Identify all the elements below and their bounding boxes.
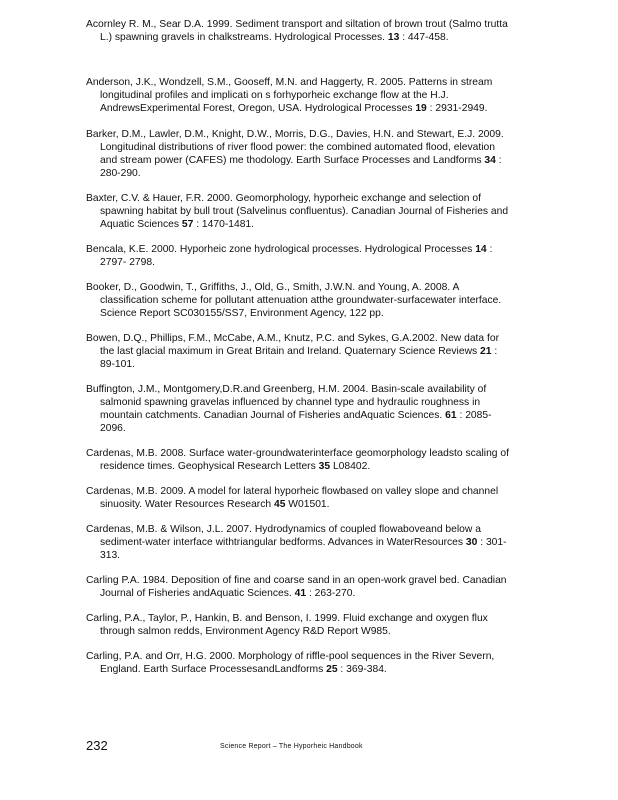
page-number: 232 (86, 738, 108, 753)
reference-entry: Cardenas, M.B. 2008. Surface water-groundwaterinterface geomorphology leadsto scaling of residence times. Geophysical Research Letters 35 L08402. (86, 448, 509, 472)
reference-entry: Bencala, K.E. 2000. Hyporheic zone hydrological processes. Hydrological Processes 14 : 2797- 2798. (86, 244, 493, 268)
reference-entry: Carling, P.A. and Orr, H.G. 2000. Morphology of riffle-pool sequences in the River Severn, England. Earth Surface ProcessesandLandforms 25 : 369-384. (86, 651, 495, 675)
reference-entry: Carling P.A. 1984. Deposition of fine and coarse sand in an open-work gravel bed. Canadian Journal of Fisheries andAquatic Sciences. 41 : 263-270. (86, 575, 507, 599)
reference-entry: Buffington, J.M., Montgomery,D.R.and Greenberg, H.M. 2004. Basin-scale availability of salmonid spawning gravelas influenced by channel type and hydraulic roughness in mountain catchments. Canadian Journal of Fisheries andAquatic Sciences. 61 : 2085-2096. (86, 384, 492, 434)
reference-entry: Booker, D., Goodwin, T., Griffiths, J., Old, G., Smith, J.W.N. and Young, A. 2008. A classification scheme for pollutant attenuation atthe groundwater-surfacewater interface. Science Report SC030155/SS7, Environment Agency, 122 pp. (86, 282, 502, 319)
reference-entry: Cardenas, M.B. 2009. A model for lateral hyporheic flowbased on valley slope and channel sinuosity. Water Resources Research 45 W01501. (86, 486, 499, 510)
reference-list (86, 18, 514, 688)
reference-entry: Anderson, J.K., Wondzell, S.M., Gooseff, M.N. and Haggerty, R. 2005. Patterns in stream longitudinal profiles and implicati on s forhyporheic exchange flow at the H.J. AndrewsExperimental Forest, Oregon, USA. Hydrological Processes 19 : 2931-2949. (86, 77, 493, 114)
reference-entry: Bowen, D.Q., Phillips, F.M., McCabe, A.M., Knutz, P.C. and Sykes, G.A.2002. New data for the last glacial maximum in Great Britain and Ireland. Quaternary Science Reviews 21 : 89-101. (86, 333, 500, 370)
reference-entry: Barker, D.M., Lawler, D.M., Knight, D.W., Morris, D.G., Davies, H.N. and Stewart, E.J. 2009. Longitudinal distributions of river flood power: the combined automated flood, elevation and stream power (CAFES) me thodology. Earth Surface Processes and Landforms 34 : 280-290. (86, 129, 504, 179)
reference-entry: Baxter, C.V. & Hauer, F.R. 2000. Geomorphology, hyporheic exchange and selection of spawning habitat by bull trout (Salvelinus confluentus). Canadian Journal of Fisheries and Aquatic Sciences 57 : 1470-1481. (86, 193, 509, 230)
reference-entry: Acornley R. M., Sear D.A. 1999. Sediment transport and siltation of brown trout (Salmo trutta L.) spawning gravels in chalkstreams. Hydrological Processes. 13 : 447-458. (86, 19, 508, 43)
reference-entry: Carling, P.A., Taylor, P., Hankin, B. and Benson, I. 1999. Fluid exchange and oxygen flux through salmon redds, Environment Agency R&D Report W985. (86, 613, 488, 637)
reference-entry: Cardenas, M.B. & Wilson, J.L. 2007. Hydrodynamics of coupled flowaboveand below a sediment-water interface withtriangular bedforms. Advances in WaterResources 30 : 301-313. (86, 524, 507, 561)
running-footer: Science Report – The Hyporheic Handbook (220, 743, 363, 750)
